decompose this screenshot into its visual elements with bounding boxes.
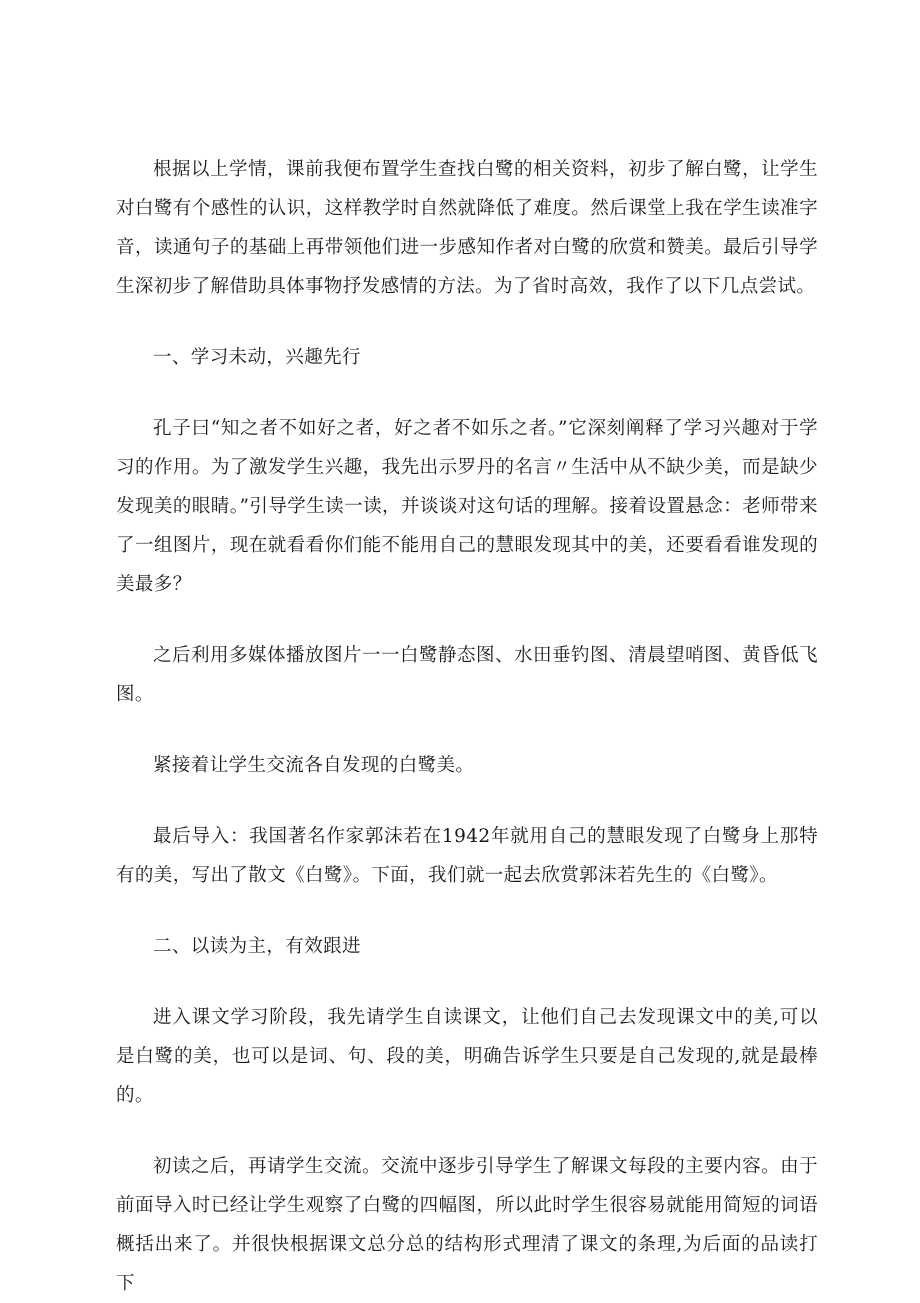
paragraph-gap: [116, 1115, 818, 1147]
paragraph-exchange: 紧接着让学生交流各自发现的白鹭美。: [153, 755, 475, 776]
paragraph-gap: [116, 785, 818, 817]
paragraph-gap: [116, 714, 818, 746]
paragraph-gap: [116, 966, 818, 998]
section-heading-1: 一、学习未动，兴趣先行: [153, 347, 361, 368]
paragraph-first-reading: 初读之后，再请学生交流。交流中逐步引导学生了解课文每段的主要内容。由于前面导入时已经让学生观察了白鹭的四幅图，所以此时学生很容易就能用简短的词语概括出来了。并很快根据课文总分总的结构形式理清了课文的条理,为后面的品读打下: [116, 1156, 818, 1294]
paragraph-gap: [116, 377, 818, 409]
paragraph-gap: [116, 895, 818, 927]
document-body: [116, 150, 818, 1303]
paragraph-self-reading: 进入课文学习阶段，我先请学生自读课文，让他们自己去发现课文中的美,可以是白鹭的美，也可以是词、句、段的美，明确告诉学生只要是自己发现的,就是最棒的。: [116, 1007, 818, 1106]
paragraph-confucius: 孔子曰“知之者不如好之者，好之者不如乐之者。”它深刻阐释了学习兴趣对于学习的作用。为了激发学生兴趣，我先出示罗丹的名言〃生活中从不缺少美，而是缺少发现美的眼睛。”引导学生读一读，并谈谈对这句话的理解。接着设置悬念：老师带来了一组图片，现在就看看你们能不能用自己的慧眼发现其中的美，还要看看谁发现的美最多？: [116, 418, 818, 595]
paragraph-gap: [116, 604, 818, 636]
paragraph-intro: 根据以上学情，课前我便布置学生查找白鹭的相关资料，初步了解白鹭，让学生对白鹭有个感性的认识，这样教学时自然就降低了难度。然后课堂上我在学生读准字音，读通句子的基础上再带领他们进一步感知作者对白鹭的欣赏和赞美。最后引导学生深初步了解借助具体事物抒发感情的方法。为了省时高效，我作了以下几点尝试。: [116, 159, 818, 297]
paragraph-gap: [116, 306, 818, 338]
paragraph-multimedia: 之后利用多媒体播放图片一一白鹭静态图、水田垂钓图、清晨望哨图、黄昏低飞图。: [116, 645, 818, 705]
paragraph-introduction: 最后导入：我国著名作家郭沫若在1942年就用自己的慧眼发现了白鹭身上那特有的美，写出了散文《白鹭》。下面，我们就一起去欣赏郭沫若先生的《白鹭》。: [116, 826, 818, 886]
section-heading-2: 二、以读为主，有效跟进: [153, 936, 361, 957]
